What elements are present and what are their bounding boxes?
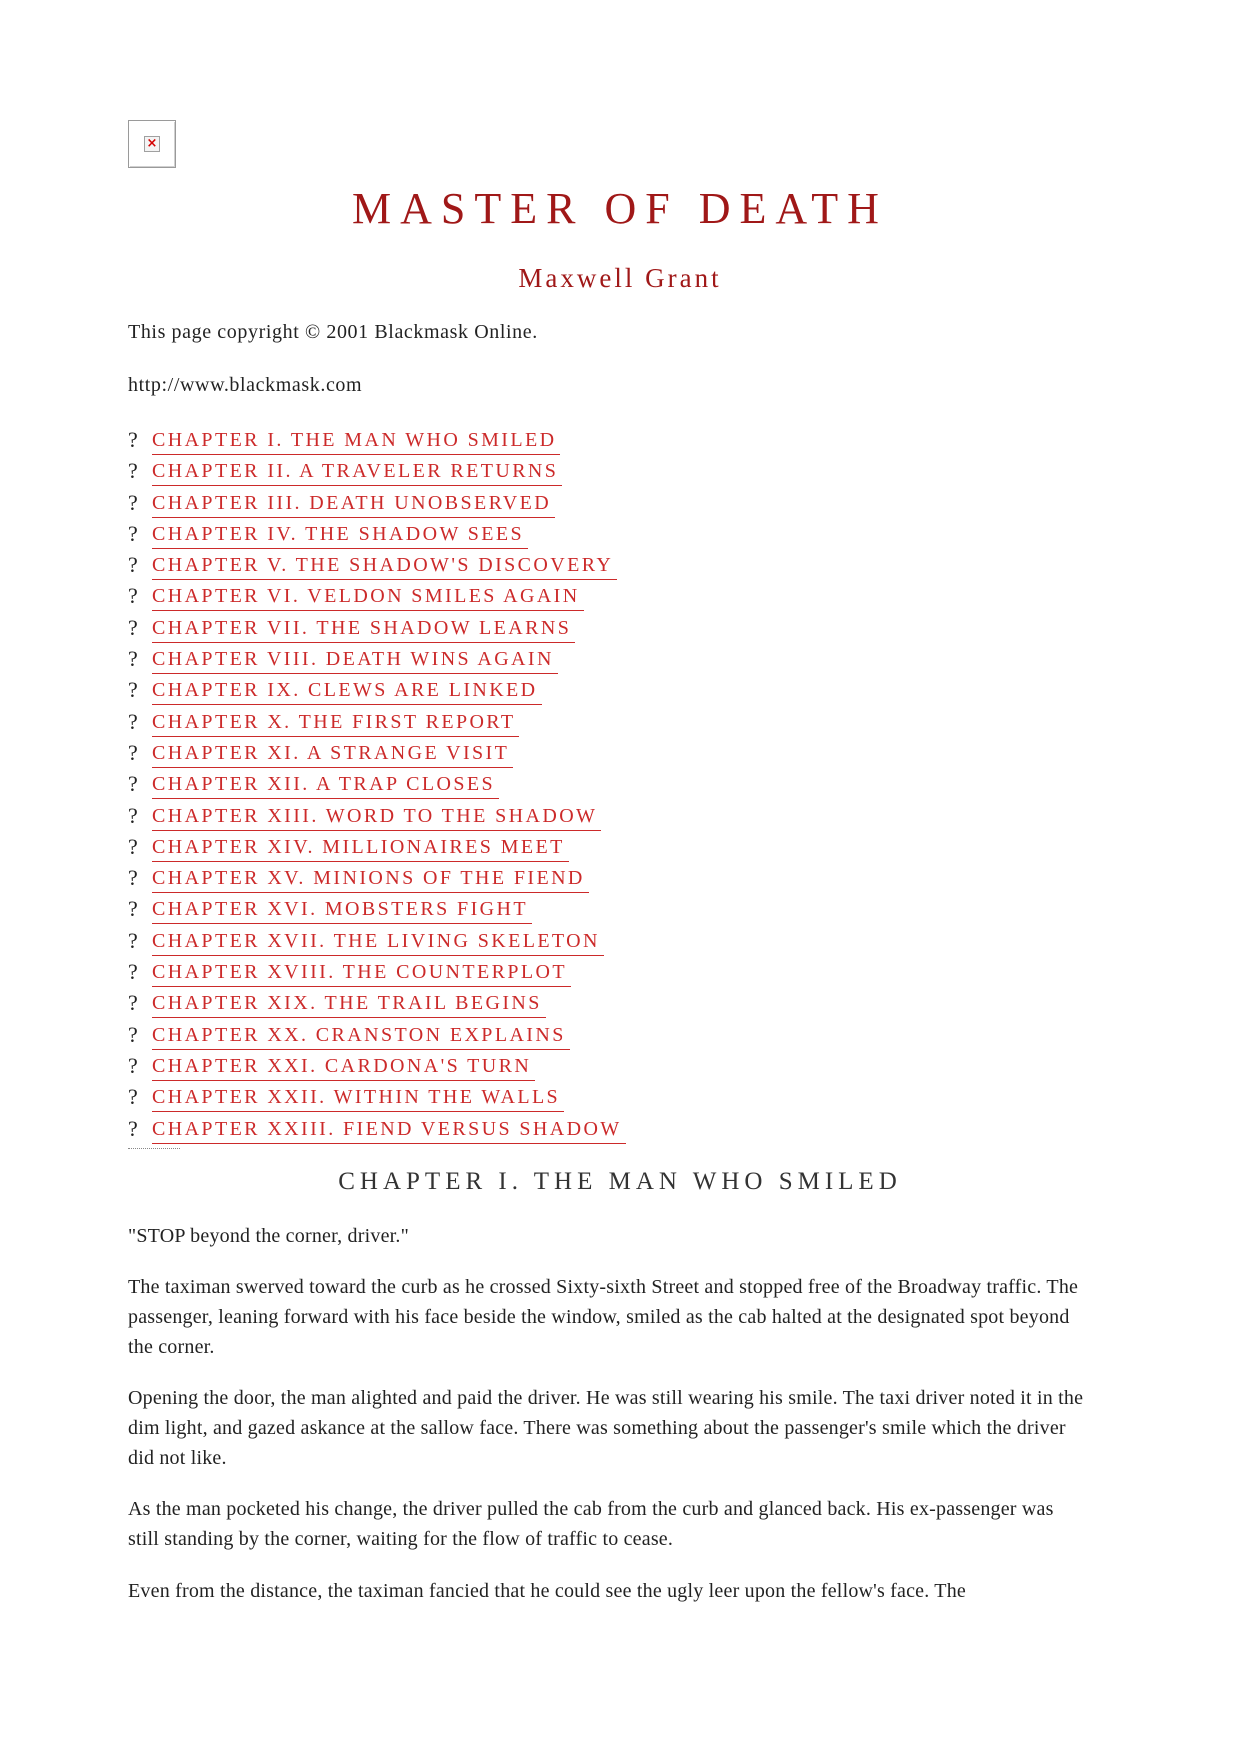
toc-link-chapter-4[interactable]: CHAPTER IV. THE SHADOW SEES <box>152 520 528 549</box>
site-url: http://www.blackmask.com <box>128 374 363 396</box>
toc-item <box>128 895 828 926</box>
toc-link-chapter-13[interactable]: CHAPTER XIII. WORD TO THE SHADOW <box>152 802 601 831</box>
toc-bullet: ? <box>128 520 138 546</box>
toc-bullet: ? <box>128 990 138 1016</box>
toc-link-chapter-12[interactable]: CHAPTER XII. A TRAP CLOSES <box>152 770 499 799</box>
toc-link-chapter-3[interactable]: CHAPTER III. DEATH UNOBSERVED <box>152 489 555 518</box>
toc-bullet: ? <box>128 646 138 672</box>
toc-link-chapter-16[interactable]: CHAPTER XVI. MOBSTERS FIGHT <box>152 895 532 924</box>
toc-item <box>128 1115 828 1146</box>
toc-bullet: ? <box>128 1052 138 1078</box>
toc-bullet: ? <box>128 427 138 452</box>
toc-link-chapter-14[interactable]: CHAPTER XIV. MILLIONAIRES MEET <box>152 833 569 862</box>
toc-item <box>128 770 828 801</box>
toc-link-chapter-2[interactable]: CHAPTER II. A TRAVELER RETURNS <box>152 457 562 486</box>
copyright-notice: This page copyright © 2001 Blackmask Online. <box>128 321 538 343</box>
toc-link-chapter-11[interactable]: CHAPTER XI. A STRANGE VISIT <box>152 739 513 768</box>
toc-item <box>128 833 828 864</box>
toc-link-chapter-19[interactable]: CHAPTER XIX. THE TRAIL BEGINS <box>152 989 546 1018</box>
toc-link-chapter-8[interactable]: CHAPTER VIII. DEATH WINS AGAIN <box>152 645 558 674</box>
toc-bullet: ? <box>128 1115 138 1141</box>
toc-link-chapter-6[interactable]: CHAPTER VI. VELDON SMILES AGAIN <box>152 582 584 611</box>
toc-item <box>128 457 828 488</box>
toc-item <box>128 864 828 895</box>
toc-link-chapter-9[interactable]: CHAPTER IX. CLEWS ARE LINKED <box>152 676 542 705</box>
toc-item <box>128 1021 828 1052</box>
book-author: Maxwell Grant <box>518 263 722 293</box>
toc-bullet: ? <box>128 583 138 609</box>
table-of-contents <box>128 426 828 1146</box>
toc-bullet: ? <box>128 833 138 859</box>
toc-item <box>128 739 828 770</box>
toc-item <box>128 551 828 582</box>
toc-link-chapter-1[interactable]: CHAPTER I. THE MAN WHO SMILED <box>152 426 560 455</box>
toc-link-chapter-15[interactable]: CHAPTER XV. MINIONS OF THE FIEND <box>152 864 589 893</box>
toc-item <box>128 802 828 833</box>
chapter-paragraph: As the man pocketed his change, the driver pulled the cab from the curb and glanced back. His ex-passenger was still standing by the corner, waiting for the flow of traffic to cease. <box>128 1498 1054 1550</box>
toc-item <box>128 582 828 613</box>
broken-image-placeholder <box>128 120 176 168</box>
broken-image-icon: × <box>144 136 160 152</box>
toc-item <box>128 645 828 676</box>
toc-bullet: ? <box>128 458 138 484</box>
toc-item <box>128 708 828 739</box>
toc-bullet: ? <box>128 739 138 765</box>
toc-item <box>128 489 828 520</box>
toc-link-chapter-20[interactable]: CHAPTER XX. CRANSTON EXPLAINS <box>152 1021 570 1050</box>
toc-bullet: ? <box>128 802 138 828</box>
toc-link-chapter-17[interactable]: CHAPTER XVII. THE LIVING SKELETON <box>152 927 604 956</box>
toc-bullet: ? <box>128 677 138 703</box>
toc-bullet: ? <box>128 959 138 985</box>
toc-bullet: ? <box>128 1021 138 1047</box>
toc-bullet: ? <box>128 896 138 922</box>
chapter-paragraph: The taximan swerved toward the curb as he crossed Sixty-sixth Street and stopped free of the Broadway traffic. The passenger, leaning forward with his face beside the window, smiled as the cab halted at the designated spot beyond the corner. <box>128 1276 1079 1358</box>
toc-bullet: ? <box>128 1084 138 1110</box>
toc-link-chapter-18[interactable]: CHAPTER XVIII. THE COUNTERPLOT <box>152 958 571 987</box>
chapter-heading: CHAPTER I. THE MAN WHO SMILED <box>338 1168 902 1195</box>
toc-bullet: ? <box>128 552 138 578</box>
toc-link-chapter-7[interactable]: CHAPTER VII. THE SHADOW LEARNS <box>152 614 575 643</box>
chapter-paragraph: Even from the distance, the taximan fancied that he could see the ugly leer upon the fellow's face. The <box>128 1580 966 1602</box>
toc-overflow-fragment <box>128 1148 180 1152</box>
chapter-paragraph: Opening the door, the man alighted and paid the driver. He was still wearing his smile. The taxi driver noted it in the dim light, and gazed askance at the sallow face. There was something about the passenger's smile which the driver did not like. <box>128 1387 1084 1469</box>
toc-item <box>128 1083 828 1114</box>
toc-bullet: ? <box>128 771 138 797</box>
toc-bullet: ? <box>128 708 138 734</box>
toc-link-chapter-10[interactable]: CHAPTER X. THE FIRST REPORT <box>152 708 519 737</box>
toc-link-chapter-5[interactable]: CHAPTER V. THE SHADOW'S DISCOVERY <box>152 551 617 580</box>
toc-link-chapter-22[interactable]: CHAPTER XXII. WITHIN THE WALLS <box>152 1083 564 1112</box>
toc-item <box>128 1052 828 1083</box>
toc-bullet: ? <box>128 865 138 891</box>
toc-item <box>128 426 828 457</box>
toc-item <box>128 958 828 989</box>
toc-item <box>128 614 828 645</box>
book-title: MASTER OF DEATH <box>352 184 888 233</box>
toc-item <box>128 989 828 1020</box>
toc-link-chapter-21[interactable]: CHAPTER XXI. CARDONA'S TURN <box>152 1052 535 1081</box>
toc-item <box>128 927 828 958</box>
toc-bullet: ? <box>128 614 138 640</box>
toc-item <box>128 520 828 551</box>
toc-link-chapter-23[interactable]: CHAPTER XXIII. FIEND VERSUS SHADOW <box>152 1115 626 1144</box>
toc-bullet: ? <box>128 489 138 515</box>
toc-bullet: ? <box>128 927 138 953</box>
toc-item <box>128 676 828 707</box>
chapter-paragraph: "STOP beyond the corner, driver." <box>128 1225 409 1247</box>
